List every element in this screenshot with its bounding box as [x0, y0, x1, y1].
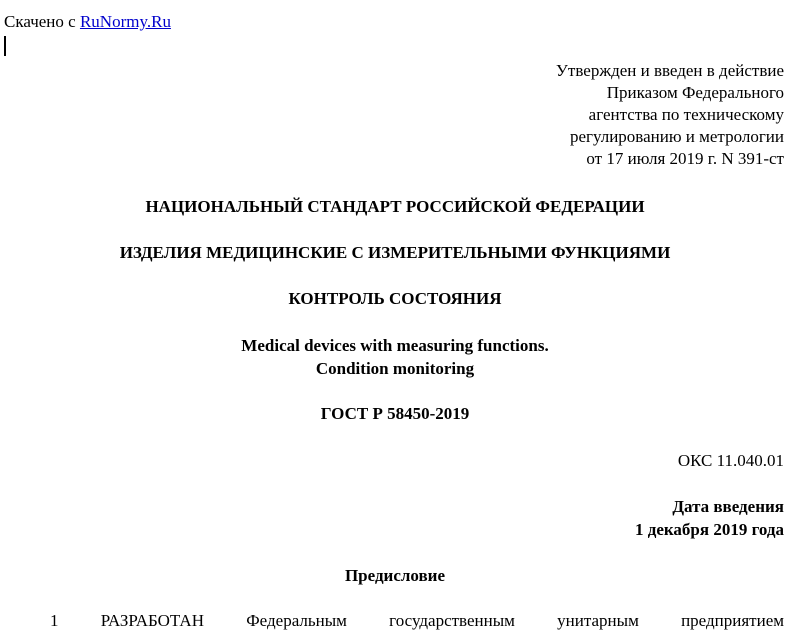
source-link[interactable]: RuNormy.Ru	[79, 12, 171, 31]
foreword-title: Предисловие	[344, 566, 446, 585]
approval-line: Приказом Федерального	[606, 83, 784, 102]
title-ru-line-2: КОНТРОЛЬ СОСТОЯНИЯ	[288, 289, 502, 308]
title-en-line-1: Medical devices with measuring functions.	[241, 336, 549, 355]
foreword-item-1: 1 РАЗРАБОТАН Федеральным государственным унитарным предприятием	[50, 611, 784, 630]
title-ru-line-1: ИЗДЕЛИЯ МЕДИЦИНСКИЕ С ИЗМЕРИТЕЛЬНЫМИ ФУНКЦИЯМИ	[119, 243, 671, 262]
approval-line: Утвержден и введен в действие	[555, 61, 784, 80]
approval-line: от 17 июля 2019 г. N 391-ст	[586, 149, 784, 168]
oks-code: ОКС 11.040.01	[677, 451, 784, 470]
intro-date-label: Дата введения	[672, 497, 784, 516]
standard-code: ГОСТ Р 58450-2019	[320, 404, 470, 423]
source-prefix: Скачено с	[4, 12, 76, 31]
approval-block	[556, 60, 784, 170]
source-line	[4, 12, 171, 32]
text-cursor	[4, 36, 6, 56]
title-en-line-2: Condition monitoring	[315, 359, 475, 378]
intro-date-value: 1 декабря 2019 года	[635, 520, 784, 539]
approval-line: агентства по техническому	[588, 105, 784, 124]
approval-line: регулированию и метрологии	[569, 127, 784, 146]
national-standard-heading: НАЦИОНАЛЬНЫЙ СТАНДАРТ РОССИЙСКОЙ ФЕДЕРАЦИИ	[145, 197, 645, 216]
